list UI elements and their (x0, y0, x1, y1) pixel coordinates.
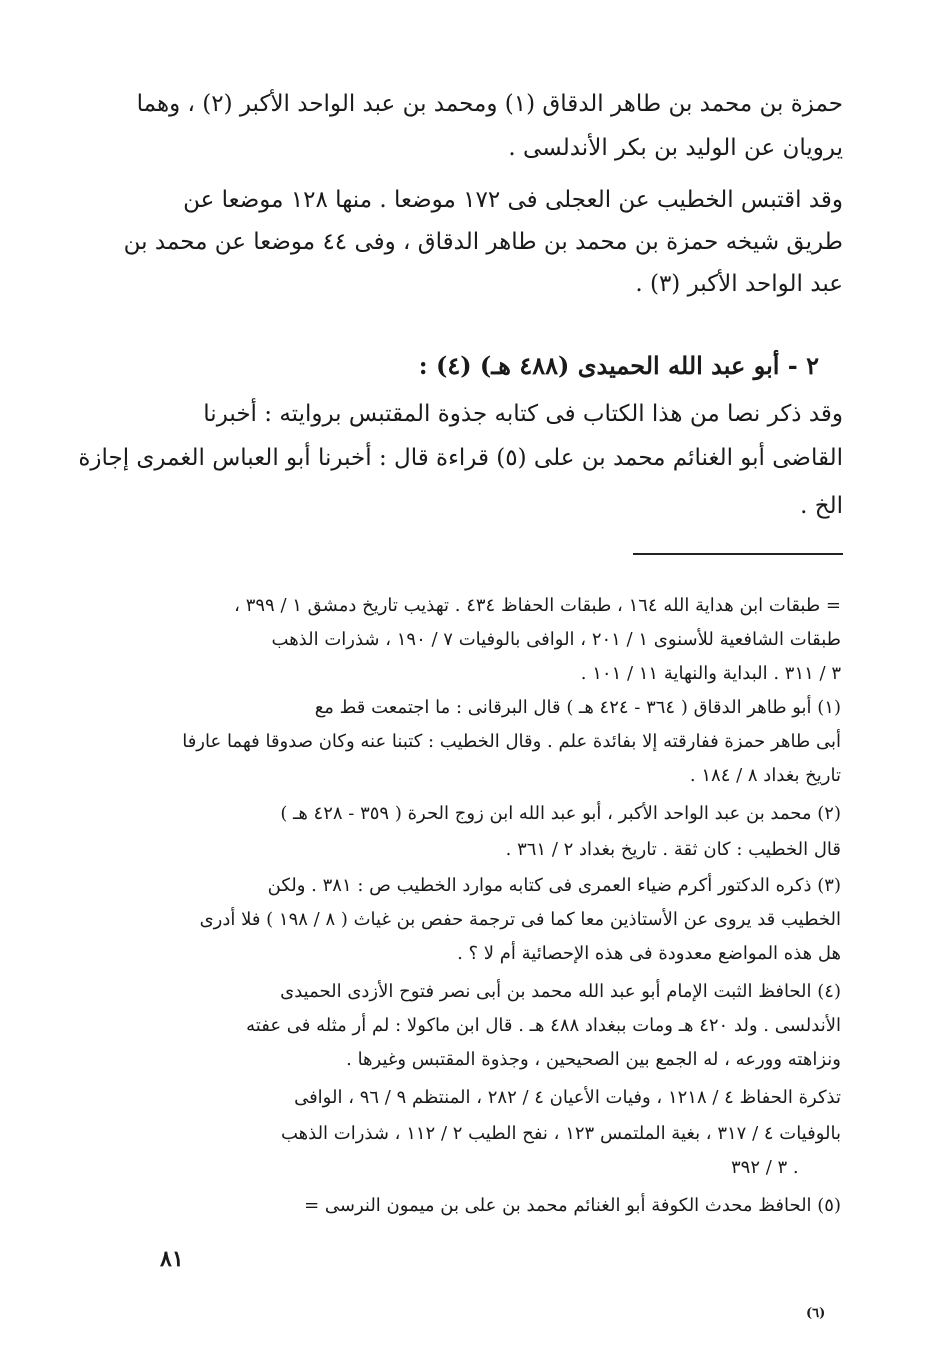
footnote-divider (633, 553, 843, 555)
footnote-line: تذكرة الحفاظ ٤ / ١٢١٨ ، وفيات الأعيان ٤ / ٢٨٢ ، المنتظم ٩ / ٩٦ ، الوافى (294, 1087, 841, 1108)
body-line: حمزة بن محمد بن طاهر الدقاق (١) ومحمد بن عبد الواحد الأكبر (٢) ، وهما (136, 91, 843, 117)
footnote-line: ٣ / ٣٩٢ . (731, 1157, 799, 1178)
footnote-line: أبى طاهر حمزة ففارقته إلا بفائدة علم . وقال الخطيب : كتبنا عنه وكان صدوقا فهما عارفا (182, 731, 841, 752)
footnote-line: (١) أبو طاهر الدقاق ( ٣٦٤ - ٤٢٤ هـ ) قال البرقانى : ما اجتمعت قط مع (314, 697, 841, 718)
footnote-line: قال الخطيب : كان ثقة . تاريخ بغداد ٢ / ٣٦١ . (505, 839, 841, 860)
footnote-line: (٤) الحافظ الثبت الإمام أبو عبد الله محمد بن أبى نصر فتوح الأزدى الحميدى (280, 981, 841, 1002)
body-line: يرويان عن الوليد بن بكر الأندلسى . (508, 135, 843, 161)
footnote-line: هل هذه المواضع معدودة فى هذه الإحصائية أم لا ؟ . (457, 943, 841, 964)
page-number: ٨١ (160, 1246, 184, 1272)
body-line: وقد ذكر نصا من هذا الكتاب فى كتابه جذوة المقتبس بروايته : أخبرنا (203, 401, 843, 427)
body-line: القاضى أبو الغنائم محمد بن على (٥) قراءة قال : أخبرنا أبو العباس الغمرى إجازة (78, 445, 843, 471)
footnote-line: (٣) ذكره الدكتور أكرم ضياء العمرى فى كتابه موارد الخطيب ص : ٣٨١ . ولكن (267, 875, 841, 896)
body-line: عبد الواحد الأكبر (٣) . (635, 271, 843, 297)
body-line: طريق شيخه حمزة بن محمد بن طاهر الدقاق ، وفى ٤٤ موضعا عن محمد بن (123, 229, 843, 255)
footnote-line: تاريخ بغداد ٨ / ١٨٤ . (689, 765, 841, 786)
section-heading: ٢ - أبو عبد الله الحميدى (٤٨٨ هـ) (٤) : (418, 351, 819, 380)
signature-mark: (٦) (806, 1306, 826, 1321)
footnote-line: الخطيب قد يروى عن الأستاذين معا كما فى ترجمة حفص بن غياث ( ٨ / ١٩٨ ) فلا أدرى (199, 909, 841, 930)
footnote-line: طبقات الشافعية للأسنوى ١ / ٢٠١ ، الوافى بالوفيات ٧ / ١٩٠ ، شذرات الذهب (271, 629, 841, 650)
body-line: وقد اقتبس الخطيب عن العجلى فى ١٧٢ موضعا . منها ١٢٨ موضعا عن (183, 187, 843, 213)
footnote-line: بالوفيات ٤ / ٣١٧ ، بغية الملتمس ١٢٣ ، نفح الطيب ٢ / ١١٢ ، شذرات الذهب (280, 1123, 841, 1144)
footnote-line: (٥) الحافظ محدث الكوفة أبو الغنائم محمد بن على بن ميمون النرسى = (304, 1195, 841, 1216)
footnote-line: ٣ / ٣١١ . البداية والنهاية ١١ / ١٠١ . (580, 663, 841, 684)
footnote-line: ونزاهته وورعه ، له الجمع بين الصحيحين ، وجذوة المقتبس وغيرها . (346, 1049, 841, 1070)
body-line: الخ . (800, 493, 843, 519)
footnote-line: (٢) محمد بن عبد الواحد الأكبر ، أبو عبد الله ابن زوج الحرة ( ٣٥٩ - ٤٢٨ هـ ) (280, 803, 841, 824)
footnote-line: = طبقات ابن هداية الله ١٦٤ ، طبقات الحفاظ ٤٣٤ . تهذيب تاريخ دمشق ١ / ٣٩٩ ، (234, 595, 841, 616)
footnote-line: الأندلسى . ولد ٤٢٠ هـ ومات ببغداد ٤٨٨ هـ . قال ابن ماكولا : لم أر مثله فى عفته (246, 1015, 841, 1036)
